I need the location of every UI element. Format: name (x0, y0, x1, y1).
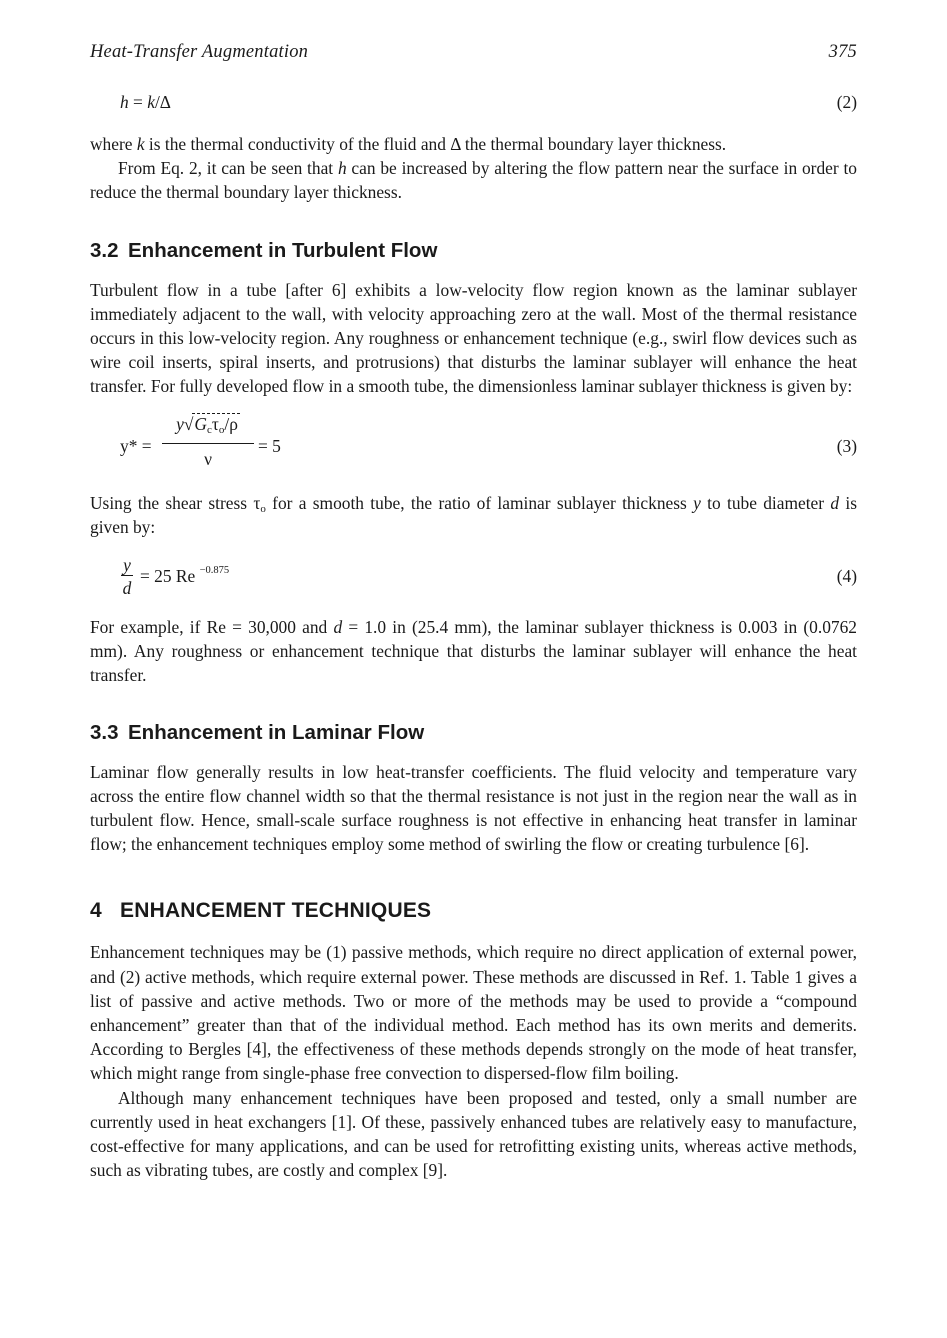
var-k: k (147, 92, 155, 112)
section-number: 3.3 (90, 720, 119, 744)
sub-o: o (218, 423, 225, 436)
text: is the thermal conductivity of the fluid and Δ the thermal boundary layer thickness. (144, 134, 727, 154)
section-heading-3-3 (90, 720, 857, 746)
var-k: k (136, 134, 145, 154)
page-body (90, 90, 857, 1182)
fraction-bar (162, 443, 254, 444)
section-number: 3.2 (90, 238, 119, 262)
var-h: h (120, 92, 129, 112)
page-number: 375 (828, 42, 857, 62)
text: to tube diameter (700, 492, 831, 513)
text: = 1.0 in (25.4 mm), the laminar sublayer thickness is 0.003 in (0.0762 mm). Any roughness or enhancement technique that disturbs the laminar sublayer will enhance the heat transfer. (90, 617, 857, 686)
var-tau: τ (253, 492, 261, 513)
sqrt-sign: √ (183, 413, 194, 434)
equation-4 (90, 551, 857, 603)
var-d: d (830, 492, 840, 513)
var-d: d (122, 578, 132, 599)
text: For example, if Re = 30,000 and (90, 617, 334, 638)
equals: = (128, 92, 148, 112)
paragraph-although: Although many enhancement techniques have been proposed and tested, only a small number are currently used in heat exchangers [1]. Of these, passively enhanced tubes are relatively easy to manufacture, cost-effective for many applications, and can be used for retrofitting existing units, whereas active methods, such as vibrating tubes, are costly and complex [9]. (90, 1087, 857, 1181)
running-title: Heat-Transfer Augmentation (90, 42, 309, 62)
section-number: 4 (90, 899, 102, 923)
equation-3-denominator: ν (204, 448, 212, 469)
var-y: y (176, 413, 184, 434)
fraction-bar (121, 575, 133, 576)
equation-4-number: (4) (836, 566, 857, 587)
equation-4-fraction (120, 553, 134, 600)
sub-c: c (206, 423, 212, 436)
paragraph-laminar: Laminar flow generally results in low heat-transfer coefficients. The fluid velocity and temperature vary across the entire flow channel width so that the thermal resistance is not just in the region near the wall as in turbulent flow. Hence, small-scale surface roughness is not effective in enhancing heat transfer in laminar flow; the enhancement techniques employ some method of swirling the flow or creating turbulence [6]. (90, 761, 857, 855)
radicand (192, 413, 239, 434)
paragraph-shear-stress (90, 491, 857, 539)
text: where (90, 134, 137, 154)
equation-2 (90, 90, 857, 114)
text: Using the shear stress (90, 492, 254, 513)
paragraph-example (90, 615, 857, 688)
section-heading-3-2 (90, 238, 857, 264)
slash-delta: /Δ (154, 92, 171, 112)
var-d: d (333, 617, 343, 638)
equation-3 (90, 409, 857, 481)
paragraph-from-eq2 (90, 156, 857, 204)
var-rho: /ρ (224, 413, 238, 434)
section-title: Enhancement in Turbulent Flow (128, 238, 438, 262)
paragraph-where-k (90, 132, 857, 156)
exponent: −0.875 (199, 565, 230, 577)
equation-2-number: (2) (836, 92, 857, 112)
paragraph-techniques: Enhancement techniques may be (1) passive methods, which require no direct application of external power, and (2) active methods, which require external power. These methods are discussed in Ref. 1. Table 1 gives a list of passive and active methods. Two or more of the methods may be used to provide a “compound enhancement” greater than that of the individual method. Each method has its own merits and demerits. According to Bergles [4], the effectiveness of these methods depends strongly on the mode of heat transfer, which might range from single-phase free convection to dispersed-flow film boiling. (90, 942, 857, 1084)
text: is given by: (90, 492, 857, 537)
section-title: Enhancement in Laminar Flow (128, 720, 425, 744)
var-y: y (123, 555, 131, 576)
equation-3-numerator (162, 409, 254, 439)
equation-3-fraction (162, 409, 254, 472)
equation-2-expression (120, 90, 171, 114)
section-title: ENHANCEMENT TECHNIQUES (120, 899, 432, 923)
var-G: G (194, 413, 207, 434)
text: for a smooth tube, the ratio of laminar sublayer thickness (265, 492, 694, 513)
text: can be increased by altering the flow pattern near the surface in order to reduce the thermal boundary layer thickness. (90, 158, 857, 203)
text: = 25 Re (140, 566, 196, 587)
var-y: y (693, 492, 701, 513)
text: From Eq. 2, it can be seen that (118, 158, 338, 179)
equation-3-number: (3) (836, 435, 857, 456)
paragraph-turbulent: Turbulent flow in a tube [after 6] exhibits a low-velocity flow region known as the laminar sublayer immediately adjacent to the wall, with velocity approaching zero at the wall. Most of the thermal resistance occurs in this low-velocity region. Any roughness or enhancement technique (e.g., swirl flow devices such as wire coil inserts, spiral inserts, and protrusions) that disturbs the laminar sublayer will enhance the heat transfer. For fully developed flow in a smooth tube, the dimensionless laminar sublayer thickness is given by: (90, 279, 857, 397)
running-head (90, 42, 857, 66)
equation-4-rhs (140, 564, 229, 588)
var-h: h (337, 158, 347, 179)
sub-o: o (260, 502, 266, 515)
equation-3-lhs: y* = (120, 435, 152, 456)
var-tau: τ (211, 413, 219, 434)
section-heading-4 (90, 898, 857, 924)
equation-3-rhs: = 5 (258, 435, 281, 456)
